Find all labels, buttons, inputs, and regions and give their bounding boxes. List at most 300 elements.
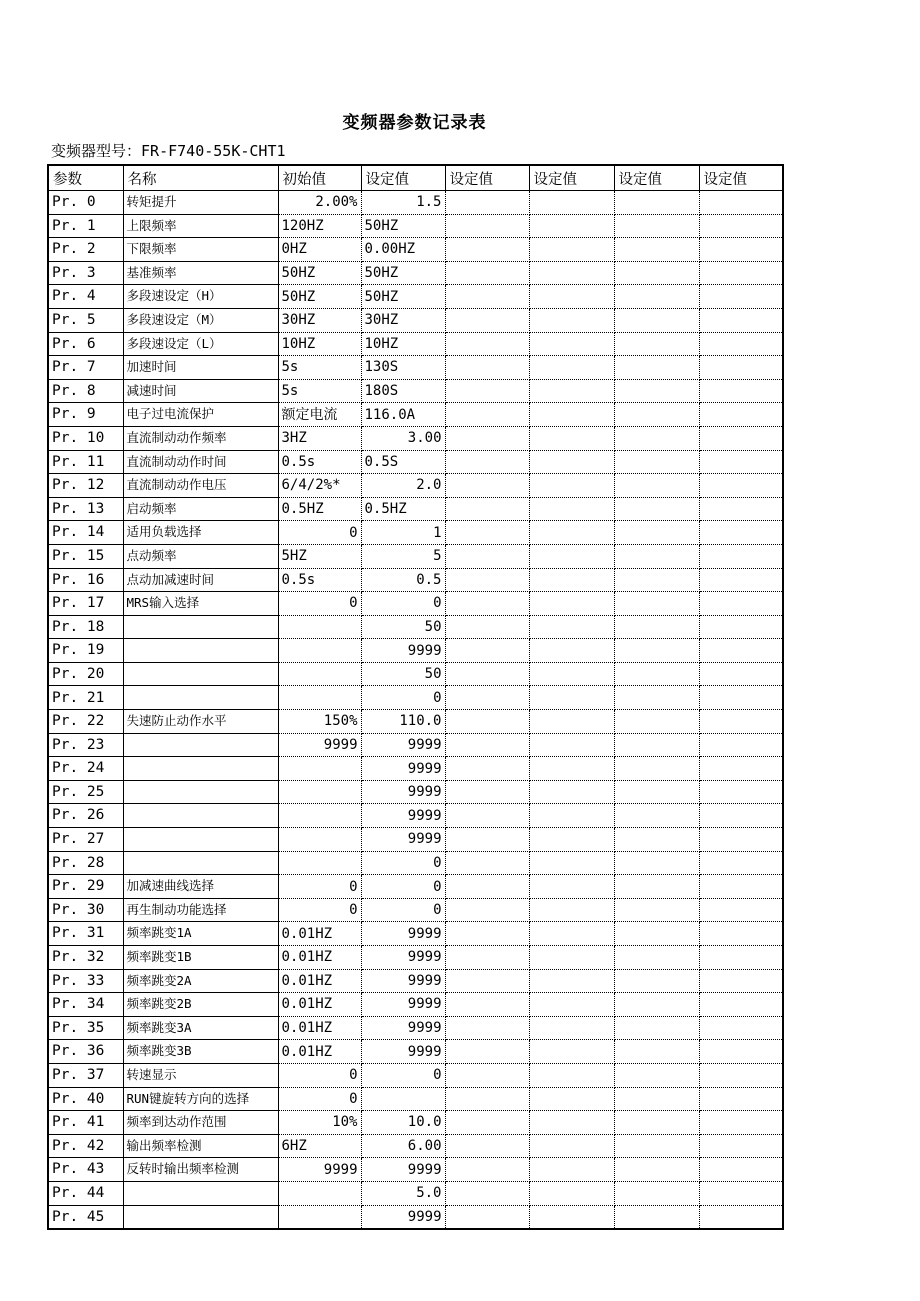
set-value-cell [699,214,783,238]
initial-value-cell: 0.5HZ [278,497,361,521]
param-cell: Pr. 18 [48,615,123,639]
table-row [48,1205,783,1229]
initial-value-cell: 0.01HZ [278,969,361,993]
set-value-cell [445,1205,529,1229]
set-value-cell [529,969,614,993]
set-value-cell [614,922,699,946]
table-row [48,1016,783,1040]
set-value-cell [529,1040,614,1064]
param-cell: Pr. 37 [48,1063,123,1087]
set-value-cell [699,780,783,804]
set-value-cell [614,403,699,427]
set-value-cell [529,710,614,734]
set-value-cell [529,544,614,568]
initial-value-cell: 0 [278,898,361,922]
set-value-cell: 0.5HZ [361,497,445,521]
set-value-cell [529,757,614,781]
set-value-cell [699,521,783,545]
set-value-cell: 9999 [361,946,445,970]
param-cell: Pr. 40 [48,1087,123,1111]
table-row [48,615,783,639]
set-value-cell [699,1040,783,1064]
name-cell [123,639,278,663]
param-cell: Pr. 21 [48,686,123,710]
table-row [48,356,783,380]
initial-value-cell: 5s [278,379,361,403]
set-value-cell [445,308,529,332]
initial-value-cell: 5s [278,356,361,380]
set-value-cell [529,379,614,403]
set-value-cell [699,639,783,663]
name-cell [123,780,278,804]
set-value-cell: 9999 [361,1040,445,1064]
set-value-cell [614,497,699,521]
set-value-cell [445,828,529,852]
set-value-cell [529,308,614,332]
set-value-cell: 50HZ [361,285,445,309]
set-value-cell: 50HZ [361,214,445,238]
param-cell: Pr. 26 [48,804,123,828]
set-value-cell [614,1016,699,1040]
set-value-cell [529,214,614,238]
set-value-cell [445,1111,529,1135]
name-cell [123,851,278,875]
set-value-cell: 0.5S [361,450,445,474]
initial-value-cell [278,804,361,828]
set-value-cell: 0 [361,898,445,922]
set-value-cell: 9999 [361,1205,445,1229]
parameter-table [47,164,784,1230]
table-row [48,426,783,450]
param-cell: Pr. 4 [48,285,123,309]
table-row [48,757,783,781]
initial-value-cell: 0HZ [278,238,361,262]
param-cell: Pr. 10 [48,426,123,450]
name-cell [123,733,278,757]
initial-value-cell [278,686,361,710]
set-value-cell [529,851,614,875]
name-cell: 频率跳变3A [123,1016,278,1040]
initial-value-cell [278,1181,361,1205]
name-cell: 下限频率 [123,238,278,262]
set-value-cell [614,356,699,380]
inverter-model-value: FR-F740-55K-CHT1 [141,142,286,160]
initial-value-cell: 10HZ [278,332,361,356]
table-row [48,1158,783,1182]
set-value-cell [445,403,529,427]
set-value-cell [445,662,529,686]
inverter-model-label: 变频器型号： [51,142,142,160]
set-value-cell [699,568,783,592]
initial-value-cell: 6/4/2%* [278,474,361,498]
table-row [48,1087,783,1111]
name-cell: 直流制动动作时间 [123,450,278,474]
name-cell: 加速时间 [123,356,278,380]
name-cell [123,686,278,710]
set-value-cell [529,521,614,545]
set-value-cell [699,592,783,616]
set-value-cell [614,1040,699,1064]
set-value-cell: 9999 [361,969,445,993]
name-cell: 频率跳变3B [123,1040,278,1064]
table-row [48,474,783,498]
set-value-cell: 0.00HZ [361,238,445,262]
set-value-cell [614,1063,699,1087]
table-row [48,450,783,474]
set-value-cell [699,1111,783,1135]
set-value-cell [445,474,529,498]
initial-value-cell: 0.5s [278,450,361,474]
table-row [48,851,783,875]
set-value-cell [614,946,699,970]
name-cell: 直流制动动作频率 [123,426,278,450]
set-value-cell [445,1181,529,1205]
name-cell: 上限频率 [123,214,278,238]
initial-value-cell [278,1205,361,1229]
set-value-cell [614,757,699,781]
set-value-cell [699,332,783,356]
table-row [48,568,783,592]
initial-value-cell: 0.01HZ [278,993,361,1017]
set-value-cell: 6.00 [361,1134,445,1158]
name-cell [123,757,278,781]
set-value-cell [529,474,614,498]
set-value-cell [699,686,783,710]
set-value-cell [445,214,529,238]
set-value-cell: 180S [361,379,445,403]
set-value-cell [699,426,783,450]
set-value-cell [614,662,699,686]
set-value-cell [614,1087,699,1111]
set-value-cell [699,1016,783,1040]
initial-value-cell: 0 [278,875,361,899]
set-value-cell [614,615,699,639]
param-cell: Pr. 19 [48,639,123,663]
set-value-cell [529,238,614,262]
set-value-cell [614,851,699,875]
set-value-cell [529,1087,614,1111]
set-value-cell [699,308,783,332]
set-value-cell [445,875,529,899]
set-value-cell: 10.0 [361,1111,445,1135]
set-value-cell [614,1205,699,1229]
set-value-cell: 9999 [361,757,445,781]
set-value-cell: 50 [361,662,445,686]
set-value-cell [529,946,614,970]
name-cell: 转速显示 [123,1063,278,1087]
set-value-cell [445,1063,529,1087]
set-value-cell [361,1087,445,1111]
set-value-cell: 9999 [361,733,445,757]
name-cell [123,615,278,639]
set-value-cell [699,191,783,215]
set-value-cell [699,403,783,427]
set-value-cell [614,1111,699,1135]
name-cell: 电子过电流保护 [123,403,278,427]
name-cell: 减速时间 [123,379,278,403]
initial-value-cell: 0 [278,521,361,545]
set-value-cell [699,544,783,568]
set-value-cell [614,214,699,238]
param-cell: Pr. 12 [48,474,123,498]
name-cell: 直流制动动作电压 [123,474,278,498]
set-value-cell [529,285,614,309]
table-row [48,733,783,757]
set-value-cell: 1 [361,521,445,545]
set-value-cell [445,1158,529,1182]
set-value-cell [699,474,783,498]
param-cell: Pr. 43 [48,1158,123,1182]
set-value-cell [445,615,529,639]
param-cell: Pr. 25 [48,780,123,804]
set-value-cell: 116.0A [361,403,445,427]
table-row [48,544,783,568]
name-cell: 适用负载选择 [123,521,278,545]
param-cell: Pr. 41 [48,1111,123,1135]
set-value-cell: 130S [361,356,445,380]
set-value-cell [445,804,529,828]
param-cell: Pr. 11 [48,450,123,474]
initial-value-cell: 150% [278,710,361,734]
set-value-cell [529,922,614,946]
set-value-cell [614,686,699,710]
param-cell: Pr. 31 [48,922,123,946]
set-value-cell: 0 [361,851,445,875]
set-value-cell: 5 [361,544,445,568]
table-row [48,662,783,686]
param-cell: Pr. 13 [48,497,123,521]
initial-value-cell [278,639,361,663]
initial-value-cell [278,828,361,852]
set-value-cell: 10HZ [361,332,445,356]
set-value-cell [614,191,699,215]
param-cell: Pr. 28 [48,851,123,875]
name-cell: 频率跳变2A [123,969,278,993]
param-cell: Pr. 5 [48,308,123,332]
set-value-cell [445,592,529,616]
table-row [48,1134,783,1158]
header-set-value-5: 设定值 [699,165,783,191]
set-value-cell [445,285,529,309]
set-value-cell [699,497,783,521]
set-value-cell [699,898,783,922]
initial-value-cell: 0 [278,1063,361,1087]
set-value-cell: 0 [361,875,445,899]
param-cell: Pr. 45 [48,1205,123,1229]
param-cell: Pr. 0 [48,191,123,215]
name-cell: 频率跳变2B [123,993,278,1017]
set-value-cell [699,1134,783,1158]
table-row [48,332,783,356]
set-value-cell [614,261,699,285]
header-name: 名称 [123,165,278,191]
set-value-cell [445,1016,529,1040]
set-value-cell [529,615,614,639]
name-cell: 多段速设定（M） [123,308,278,332]
table-row [48,521,783,545]
set-value-cell: 9999 [361,804,445,828]
set-value-cell: 0 [361,592,445,616]
parameter-table-body [48,191,783,1230]
set-value-cell [614,474,699,498]
set-value-cell [529,332,614,356]
set-value-cell [699,922,783,946]
set-value-cell [445,238,529,262]
name-cell [123,1205,278,1229]
set-value-cell [445,332,529,356]
set-value-cell: 9999 [361,828,445,852]
param-cell: Pr. 23 [48,733,123,757]
name-cell: 输出频率检测 [123,1134,278,1158]
set-value-cell [699,710,783,734]
header-set-value-4: 设定值 [614,165,699,191]
set-value-cell: 5.0 [361,1181,445,1205]
initial-value-cell: 120HZ [278,214,361,238]
inverter-model-line [51,140,782,161]
set-value-cell [614,1181,699,1205]
set-value-cell [445,568,529,592]
initial-value-cell: 0 [278,1087,361,1111]
table-row [48,710,783,734]
set-value-cell [614,710,699,734]
name-cell: 转矩提升 [123,191,278,215]
param-cell: Pr. 29 [48,875,123,899]
set-value-cell [529,1134,614,1158]
set-value-cell [699,757,783,781]
set-value-cell [529,191,614,215]
set-value-cell [699,1063,783,1087]
set-value-cell [445,497,529,521]
param-cell: Pr. 30 [48,898,123,922]
name-cell: RUN键旋转方向的选择 [123,1087,278,1111]
param-cell: Pr. 44 [48,1181,123,1205]
set-value-cell: 9999 [361,922,445,946]
name-cell: MRS输入选择 [123,592,278,616]
param-cell: Pr. 33 [48,969,123,993]
set-value-cell [529,1205,614,1229]
param-cell: Pr. 27 [48,828,123,852]
set-value-cell: 9999 [361,1016,445,1040]
table-row [48,497,783,521]
table-row [48,379,783,403]
table-row [48,898,783,922]
set-value-cell: 0 [361,686,445,710]
table-row [48,285,783,309]
param-cell: Pr. 34 [48,993,123,1017]
table-row [48,191,783,215]
set-value-cell [445,969,529,993]
set-value-cell [445,521,529,545]
header-initial-value: 初始值 [278,165,361,191]
initial-value-cell: 0.5s [278,568,361,592]
set-value-cell [445,993,529,1017]
initial-value-cell: 9999 [278,1158,361,1182]
set-value-cell [529,686,614,710]
initial-value-cell [278,662,361,686]
set-value-cell [699,356,783,380]
name-cell [123,1181,278,1205]
set-value-cell [614,238,699,262]
set-value-cell [445,191,529,215]
param-cell: Pr. 8 [48,379,123,403]
set-value-cell: 2.0 [361,474,445,498]
set-value-cell [529,1063,614,1087]
table-row [48,1181,783,1205]
param-cell: Pr. 17 [48,592,123,616]
set-value-cell [699,662,783,686]
set-value-cell: 9999 [361,1158,445,1182]
initial-value-cell [278,780,361,804]
set-value-cell [699,285,783,309]
set-value-cell [445,733,529,757]
initial-value-cell: 9999 [278,733,361,757]
set-value-cell [614,521,699,545]
set-value-cell [699,946,783,970]
initial-value-cell: 3HZ [278,426,361,450]
name-cell [123,828,278,852]
table-row [48,592,783,616]
set-value-cell [529,875,614,899]
set-value-cell [699,450,783,474]
initial-value-cell: 0.01HZ [278,922,361,946]
name-cell: 反转时输出频率检测 [123,1158,278,1182]
initial-value-cell: 0.01HZ [278,946,361,970]
set-value-cell [699,379,783,403]
set-value-cell [699,1158,783,1182]
param-cell: Pr. 35 [48,1016,123,1040]
set-value-cell: 9999 [361,639,445,663]
set-value-cell [699,733,783,757]
set-value-cell [445,356,529,380]
initial-value-cell: 5HZ [278,544,361,568]
set-value-cell [699,969,783,993]
name-cell: 启动频率 [123,497,278,521]
param-cell: Pr. 1 [48,214,123,238]
set-value-cell: 30HZ [361,308,445,332]
set-value-cell [614,898,699,922]
set-value-cell [529,568,614,592]
initial-value-cell: 额定电流 [278,403,361,427]
set-value-cell [529,1111,614,1135]
set-value-cell [614,332,699,356]
set-value-cell [699,993,783,1017]
set-value-cell [614,592,699,616]
set-value-cell [445,851,529,875]
initial-value-cell: 2.00% [278,191,361,215]
set-value-cell [614,379,699,403]
table-row [48,993,783,1017]
set-value-cell: 0 [361,1063,445,1087]
name-cell: 失速防止动作水平 [123,710,278,734]
param-cell: Pr. 2 [48,238,123,262]
table-row [48,308,783,332]
set-value-cell [529,1158,614,1182]
initial-value-cell: 10% [278,1111,361,1135]
set-value-cell: 1.5 [361,191,445,215]
set-value-cell [614,969,699,993]
param-cell: Pr. 3 [48,261,123,285]
set-value-cell [614,875,699,899]
set-value-cell [614,568,699,592]
set-value-cell [699,615,783,639]
set-value-cell [699,261,783,285]
set-value-cell [529,898,614,922]
set-value-cell [614,1134,699,1158]
name-cell: 频率到达动作范围 [123,1111,278,1135]
set-value-cell [445,922,529,946]
set-value-cell [699,875,783,899]
set-value-cell [445,450,529,474]
